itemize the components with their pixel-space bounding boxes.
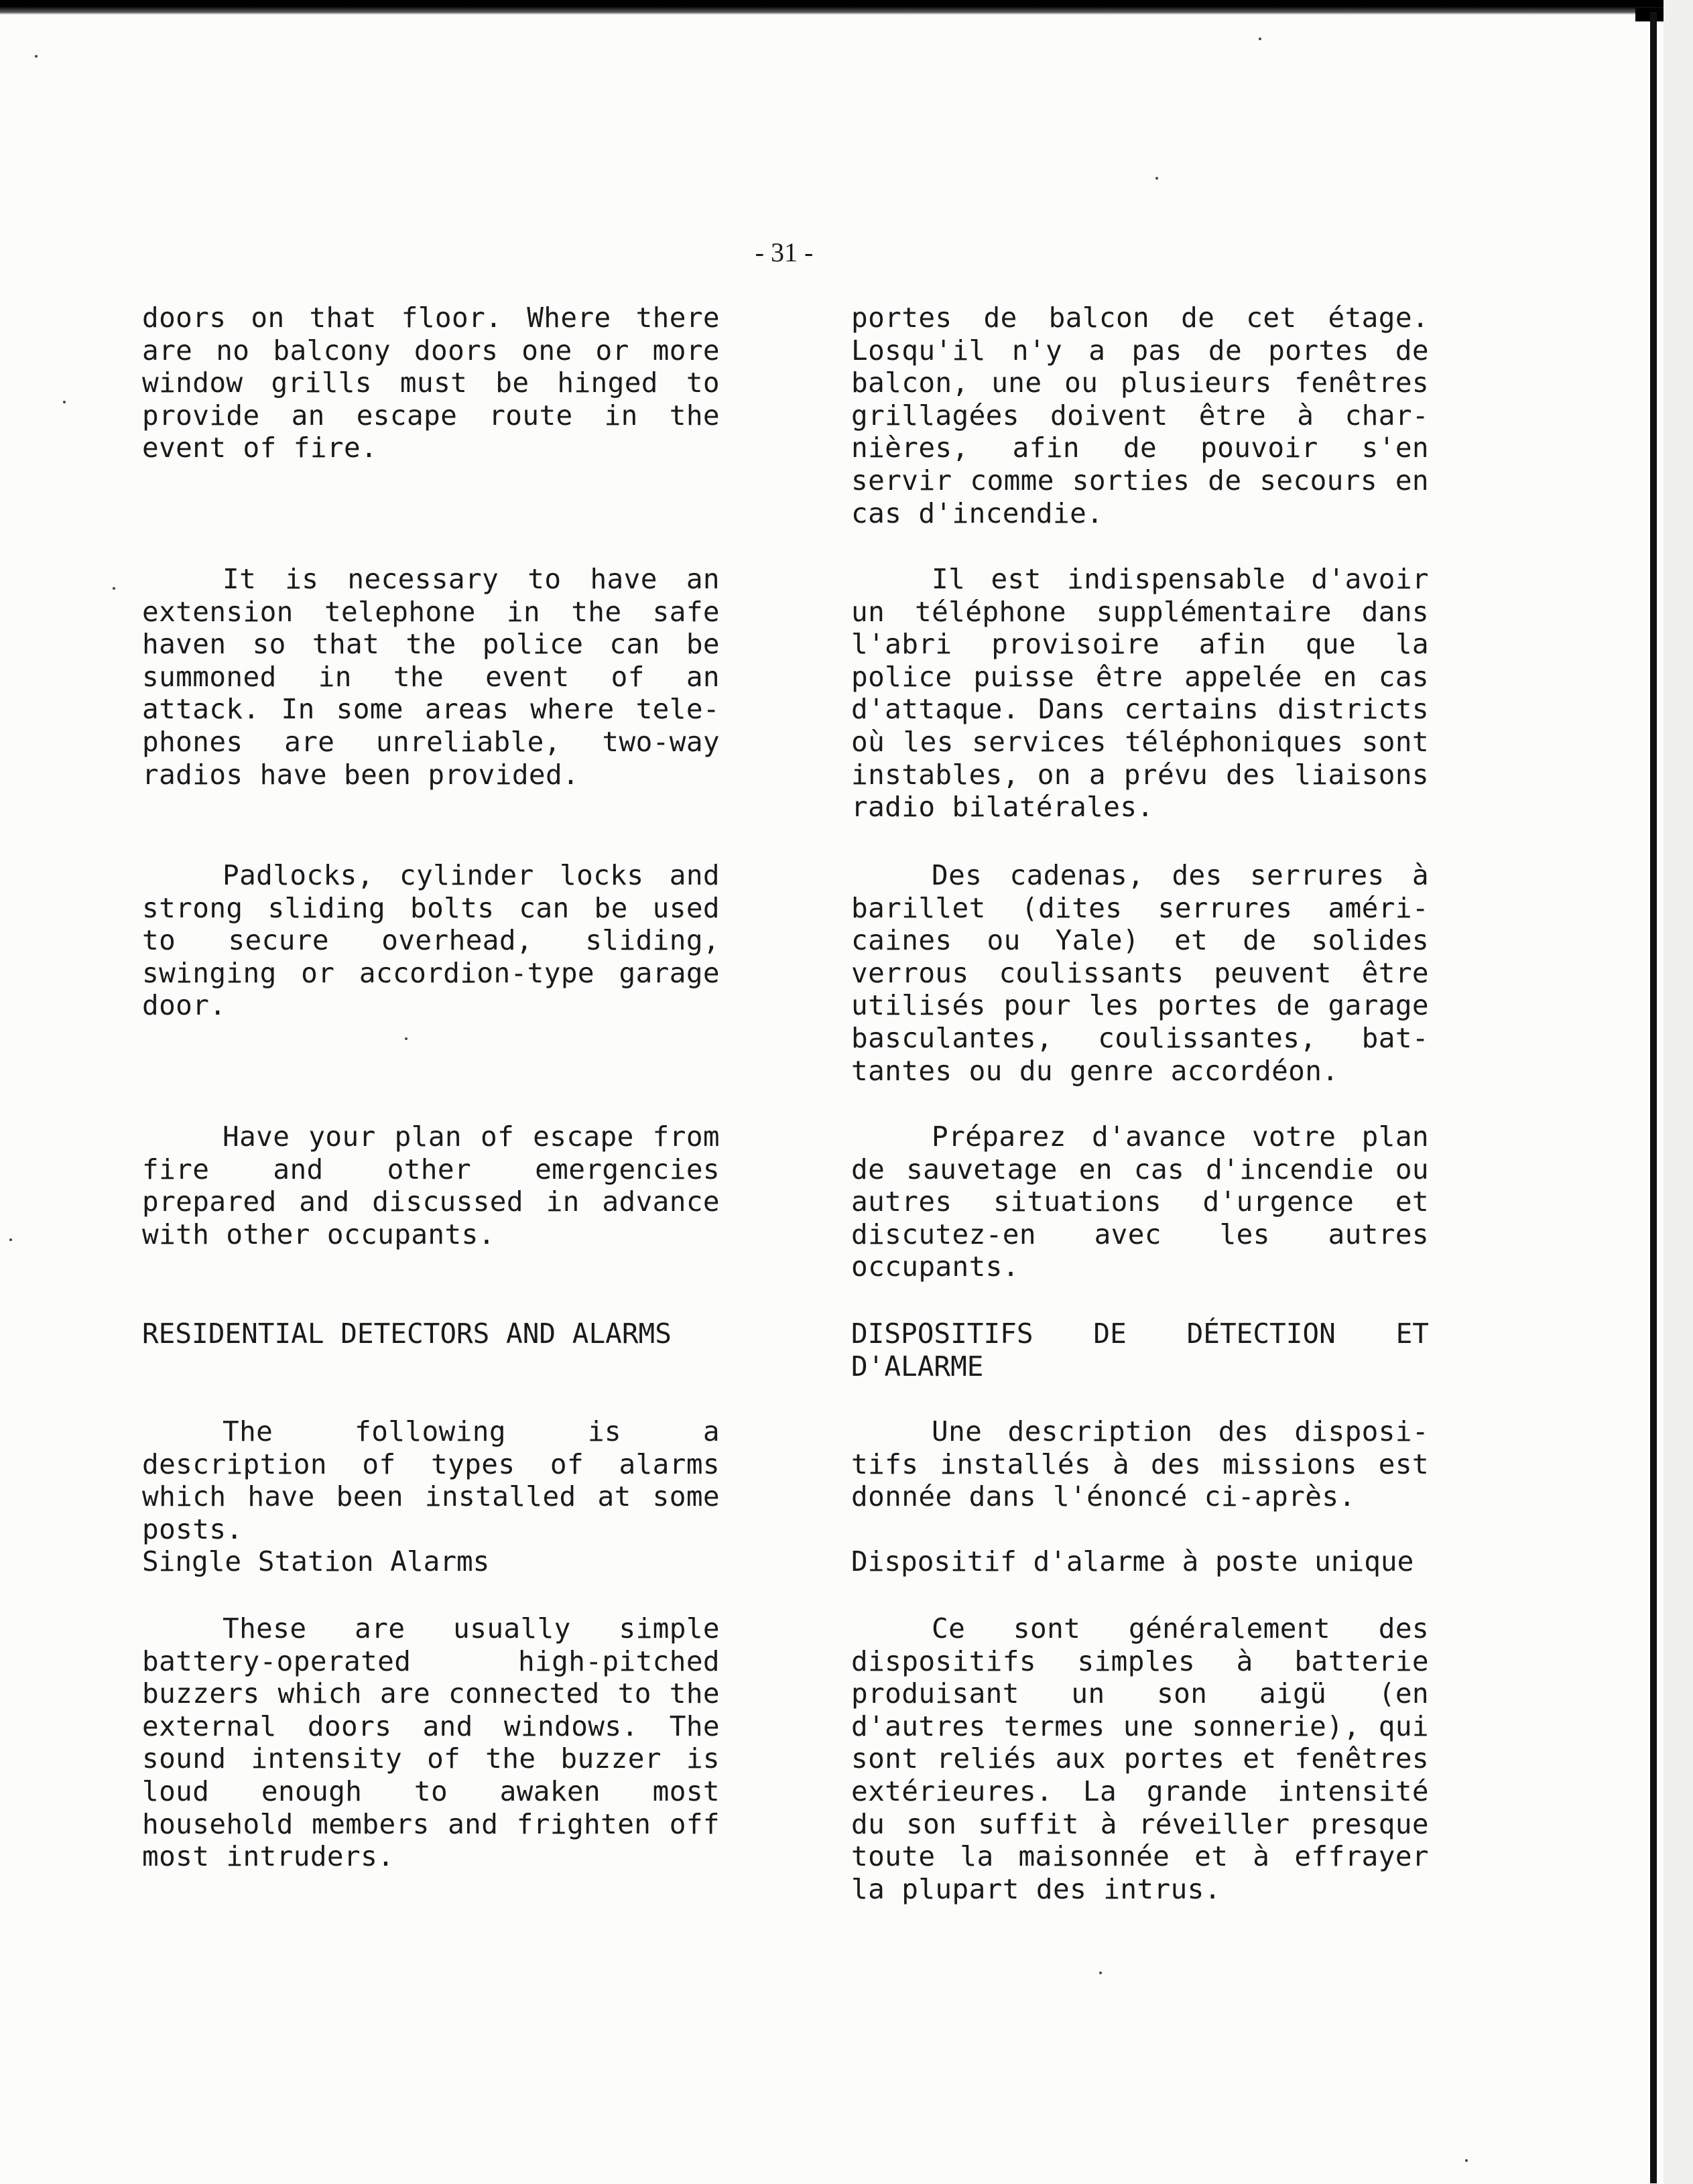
scan-speck <box>35 55 38 58</box>
scan-speck <box>1465 2159 1468 2162</box>
french-section-heading: DISPOSITIFS DE DÉTECTION ET D'ALARME <box>851 1318 1429 1383</box>
scan-right-margin <box>1664 0 1693 2184</box>
english-paragraph-2: It is necessary to have an extension telephone in the safe haven so that the police can be summoned in the event of an attack. In some areas where tele-phones are unreliable, two-way radios have been provided. <box>142 563 720 791</box>
french-paragraph-2: Il est indispensable d'avoir un téléphone supplémentaire dans l'abri provisoire afin que la police puisse être appelée en cas d'attaque. Dans certains districts où les services téléphoniques sont instables, on a prévu des liaisons radio bilatérales. <box>851 563 1429 824</box>
french-paragraph-5: Une description des disposi-tifs installés à des missions est donnée dans l'énoncé ci-après. <box>851 1415 1429 1513</box>
scan-top-border <box>0 0 1693 15</box>
scan-speck <box>405 1037 407 1040</box>
scan-speck <box>1259 38 1261 40</box>
scan-speck <box>63 401 66 403</box>
french-subheading: Dispositif d'alarme à poste unique <box>851 1545 1414 1578</box>
scan-speck <box>9 1238 12 1241</box>
english-paragraph-4: Have your plan of escape from fire and other emergencies prepared and discussed in advance with other occupants. <box>142 1120 720 1250</box>
english-paragraph-1: doors on that floor. Where there are no balcony doors one or more window grills must be hinged to provide an escape route in the event of fire. <box>142 302 720 464</box>
scan-speck <box>113 587 115 590</box>
english-paragraph-3: Padlocks, cylinder locks and strong sliding bolts can be used to secure overhead, sliding, swinging or accordion-type garage door. <box>142 859 720 1022</box>
french-paragraph-1: portes de balcon de cet étage. Losqu'il n'y a pas de portes de balcon, une ou plusieurs fenêtres grillagées doivent être à char-nières, afin de pouvoir s'en servir comme sorties de secours en cas d'incendie. <box>851 302 1429 529</box>
english-paragraph-6: These are usually simple battery-operated high-pitched buzzers which are connected to the external doors and windows. The sound intensity of the buzzer is loud enough to awaken most household members and frighten off most intruders. <box>142 1612 720 1873</box>
scan-speck <box>1099 1972 1102 1974</box>
scan-speck <box>1155 177 1158 180</box>
page-number: - 31 - <box>755 237 814 267</box>
english-subheading: Single Station Alarms <box>142 1545 490 1578</box>
scan-right-border <box>1650 12 1657 2183</box>
english-section-heading: RESIDENTIAL DETECTORS AND ALARMS <box>142 1318 672 1350</box>
french-paragraph-6: Ce sont généralement des dispositifs simples à batterie produisant un son aigü (en d'autres termes une sonnerie), qui sont reliés aux portes et fenêtres extérieures. La grande intensité du son suffit à réveiller presque toute la maisonnée et à effrayer la plupart des intrus. <box>851 1612 1429 1905</box>
english-paragraph-5: The following is a description of types of alarms which have been installed at some posts. <box>142 1415 720 1545</box>
french-paragraph-3: Des cadenas, des serrures à barillet (dites serrures améri-caines ou Yale) et de solides verrous coulissants peuvent être utilisés pour les portes de garage basculantes, coulissantes, bat-tantes ou du genre accordéon. <box>851 859 1429 1087</box>
french-paragraph-4: Préparez d'avance votre plan de sauvetage en cas d'incendie ou autres situations d'urgence et discutez-en avec les autres occupants. <box>851 1120 1429 1283</box>
